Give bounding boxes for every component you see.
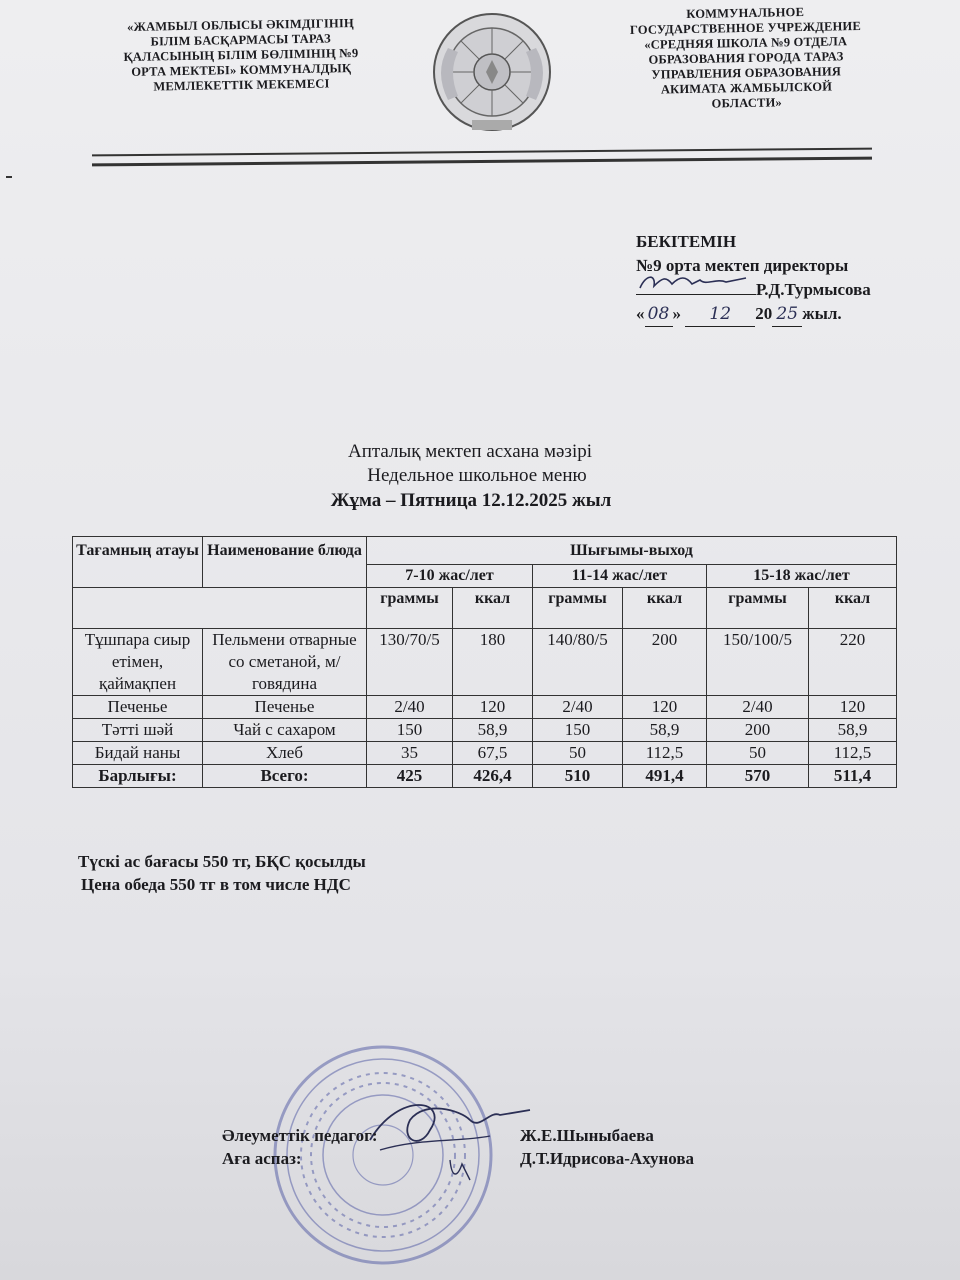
cell-dish-ru: Пельмени отварные со сметаной, м/говядина — [203, 629, 367, 696]
approval-block — [636, 230, 936, 327]
price-notes — [78, 850, 366, 896]
price-note-kz: Түскі ас бағасы 550 тг, БҚС қосылды — [78, 852, 366, 871]
table-total-row — [73, 765, 897, 788]
cell-kcal: 120 — [453, 696, 533, 719]
cell-grams: 150/100/5 — [707, 629, 809, 696]
cell-grams: 50 — [707, 742, 809, 765]
title-day: Жұма – Пятница 12.12.2025 жыл — [330, 490, 612, 511]
header-empty-cell — [73, 588, 367, 629]
table-unit-row — [73, 588, 897, 629]
header-ru-organization — [595, 3, 897, 113]
cell-dish-kz: Печенье — [73, 696, 203, 719]
table-row — [73, 629, 897, 696]
title-kz: Апталық мектеп асхана мәзірі — [347, 441, 592, 462]
signature-name: Д.Т.Идрисова-Ахунова — [520, 1149, 695, 1168]
price-note-ru: Цена обеда 550 тг в том числе НДС — [81, 875, 351, 894]
approval-signature-line — [636, 278, 936, 302]
header-grams: граммы — [533, 588, 623, 629]
header-dish-kz: Тағамның атауы — [73, 537, 203, 588]
header-right-line: ГОСУДАРСТВЕННОЕ УЧРЕЖДЕНИЕ — [629, 18, 862, 38]
header-right-line: КОММУНАЛЬНОЕ — [686, 4, 805, 22]
header-dish-ru: Наименование блюда — [203, 537, 367, 588]
cell-grams: 2/40 — [533, 696, 623, 719]
table-row — [73, 719, 897, 742]
table-row — [73, 742, 897, 765]
total-kcal: 491,4 — [623, 765, 707, 788]
cell-grams: 2/40 — [367, 696, 453, 719]
header-kcal: ккал — [623, 588, 707, 629]
header-right-line: АКИМАТА ЖАМБЫЛСКОЙ — [660, 79, 833, 97]
header-kcal: ккал — [453, 588, 533, 629]
header-kz-organization — [95, 15, 386, 95]
header-kcal: ккал — [809, 588, 897, 629]
header-output: Шығымы-выход — [367, 537, 897, 565]
cell-grams: 35 — [367, 742, 453, 765]
header-left-line: МЕМЛЕКЕТТІК МЕКЕМЕСІ — [153, 76, 330, 94]
date-suffix: жыл. — [802, 304, 842, 323]
table-header-row — [73, 537, 897, 565]
margin-mark — [6, 176, 12, 178]
cell-kcal: 120 — [809, 696, 897, 719]
cell-dish-ru: Хлеб — [203, 742, 367, 765]
cell-grams: 2/40 — [707, 696, 809, 719]
header-right-line: ОБЛАСТИ» — [711, 95, 783, 111]
menu-titles — [0, 440, 960, 514]
total-label-kz: Барлығы: — [73, 765, 203, 788]
approval-date — [636, 302, 936, 327]
cell-kcal: 58,9 — [809, 719, 897, 742]
director-name: Р.Д.Турмысова — [756, 280, 871, 299]
cell-kcal: 58,9 — [453, 719, 533, 742]
header-left-line: ОРТА МЕКТЕБІ» КОММУНАЛДЫҚ — [131, 61, 352, 79]
total-grams: 425 — [367, 765, 453, 788]
header-right-line: УПРАВЛЕНИЯ ОБРАЗОВАНИЯ — [651, 64, 842, 82]
cell-dish-kz: Тәтті шәй — [73, 719, 203, 742]
cell-dish-ru: Печенье — [203, 696, 367, 719]
handwritten-signature-icon — [636, 272, 756, 294]
approval-heading: БЕКІТЕМІН — [636, 232, 737, 251]
header-age-group: 11-14 жас/лет — [533, 565, 707, 588]
cell-grams: 150 — [533, 719, 623, 742]
date-quote-close: » — [672, 304, 681, 323]
header-right-line: ОБРАЗОВАНИЯ ГОРОДА ТАРАЗ — [648, 49, 844, 67]
date-year-suffix: 25 — [772, 302, 802, 327]
cell-grams: 200 — [707, 719, 809, 742]
signature-row — [222, 1124, 782, 1147]
cell-kcal: 67,5 — [453, 742, 533, 765]
header-left-line: «ЖАМБЫЛ ОБЛЫСЫ ӘКІМДІГІНІҢ — [126, 16, 354, 34]
header-grams: граммы — [367, 588, 453, 629]
header-grams: граммы — [707, 588, 809, 629]
header-right-line: «СРЕДНЯЯ ШКОЛА №9 ОТДЕЛА — [644, 34, 848, 52]
total-kcal: 511,4 — [809, 765, 897, 788]
cell-grams: 150 — [367, 719, 453, 742]
date-year-prefix: 20 — [755, 304, 773, 323]
header-divider-thin — [92, 148, 872, 157]
date-quote-open: « — [636, 304, 645, 323]
signature-row — [222, 1147, 782, 1170]
state-emblem-icon — [428, 8, 556, 136]
signature-role: Аға аспаз: — [222, 1149, 302, 1168]
date-day: 08 — [645, 302, 673, 327]
table-row — [73, 696, 897, 719]
cell-kcal: 58,9 — [623, 719, 707, 742]
cell-grams: 50 — [533, 742, 623, 765]
cell-kcal: 112,5 — [809, 742, 897, 765]
cell-kcal: 200 — [623, 629, 707, 696]
header-age-group: 15-18 жас/лет — [707, 565, 897, 588]
menu-table — [72, 536, 897, 788]
approval-position: №9 орта мектеп директоры — [636, 256, 849, 275]
header-left-line: ҚАЛАСЫНЫҢ БІЛІМ БӨЛІМІНІҢ №9 — [123, 45, 359, 65]
header-age-group: 7-10 жас/лет — [367, 565, 533, 588]
cell-kcal: 120 — [623, 696, 707, 719]
signature-role: Әлеуметтік педагог: — [222, 1126, 378, 1145]
title-ru: Недельное школьное меню — [367, 465, 587, 486]
cell-kcal: 180 — [453, 629, 533, 696]
signature-name: Ж.Е.Шыныбаева — [520, 1126, 654, 1145]
total-grams: 570 — [707, 765, 809, 788]
cell-dish-kz: Бидай наны — [73, 742, 203, 765]
cell-dish-ru: Чай с сахаром — [203, 719, 367, 742]
total-label-ru: Всего: — [203, 765, 367, 788]
signatures-block — [222, 1124, 782, 1170]
total-grams: 510 — [533, 765, 623, 788]
date-month: 12 — [685, 302, 755, 327]
director-signature — [636, 280, 756, 295]
cell-kcal: 220 — [809, 629, 897, 696]
cell-grams: 130/70/5 — [367, 629, 453, 696]
cell-kcal: 112,5 — [623, 742, 707, 765]
header-left-line: БІЛІМ БАСҚАРМАСЫ ТАРАЗ — [150, 31, 332, 49]
total-kcal: 426,4 — [453, 765, 533, 788]
header-divider-thick — [92, 157, 872, 167]
cell-grams: 140/80/5 — [533, 629, 623, 696]
cell-dish-kz: Тұшпара сиыр етімен, қаймақпен — [73, 629, 203, 696]
